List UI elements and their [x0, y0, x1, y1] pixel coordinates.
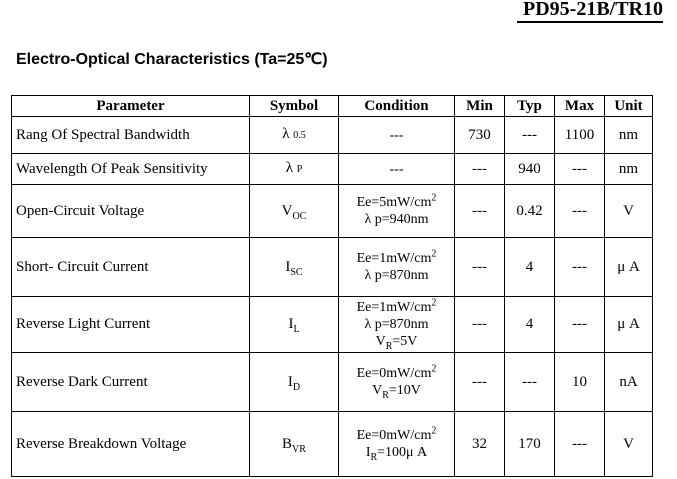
- unit-cell: nm: [605, 154, 653, 185]
- max-cell: ---: [555, 297, 605, 353]
- unit-cell: V: [605, 412, 653, 477]
- symbol-main: I: [285, 258, 291, 275]
- parameter-cell: Wavelength Of Peak Sensitivity: [12, 154, 250, 185]
- superscript-2: 2: [431, 192, 437, 204]
- typ-cell: 0.42: [505, 185, 555, 238]
- min-cell: ---: [455, 154, 505, 185]
- condition-cell: [339, 353, 455, 412]
- symbol-main: I: [287, 373, 293, 390]
- table-row: [12, 154, 653, 185]
- condition-cell: [339, 117, 455, 154]
- table-row: [12, 353, 653, 412]
- symbol-cell: [250, 353, 339, 412]
- symbol-cell: [250, 185, 339, 238]
- symbol-main: λ: [285, 160, 293, 176]
- min-cell: 730: [455, 117, 505, 154]
- condition-text: Ee=1mW/cm: [356, 251, 432, 266]
- typ-cell: ---: [505, 353, 555, 412]
- condition-line: ---: [389, 127, 404, 143]
- symbol-sub: D: [292, 381, 301, 393]
- condition-text: Ee=0mW/cm: [356, 428, 432, 443]
- typ-cell: 940: [505, 154, 555, 185]
- header-typ: Typ: [505, 96, 555, 117]
- table-row: [12, 238, 653, 297]
- condition-line: ---: [389, 161, 404, 177]
- table-row: [12, 297, 653, 353]
- condition-cell: [339, 297, 455, 353]
- condition-line: [339, 194, 454, 211]
- min-cell: ---: [455, 185, 505, 238]
- superscript-2: 2: [431, 297, 437, 309]
- typ-cell: ---: [505, 117, 555, 154]
- min-cell: 32: [455, 412, 505, 477]
- unit-cell: nm: [605, 117, 653, 154]
- symbol-cell: [250, 238, 339, 297]
- header-max: Max: [555, 96, 605, 117]
- unit-cell: μ A: [605, 297, 653, 353]
- header-parameter: Parameter: [12, 96, 250, 117]
- subscript-r: R: [370, 451, 378, 463]
- condition-text: Ee=0mW/cm: [356, 366, 432, 381]
- condition-text: Ee=1mW/cm: [356, 300, 432, 315]
- typ-cell: 4: [505, 297, 555, 353]
- section-title: Electro-Optical Characteristics (Ta=25℃): [16, 51, 328, 68]
- max-cell: ---: [555, 412, 605, 477]
- parameter-cell: Reverse Dark Current: [12, 353, 250, 412]
- condition-line: [339, 427, 454, 444]
- condition-cell: [339, 238, 455, 297]
- symbol-sub: P: [296, 164, 303, 175]
- condition-text: Ee=5mW/cm: [356, 195, 432, 210]
- part-number: PD95-21B/TR10: [517, 0, 663, 23]
- header-condition: Condition: [339, 96, 455, 117]
- min-cell: ---: [455, 238, 505, 297]
- condition-line: λ p=940nm: [364, 212, 429, 227]
- table-row: [12, 185, 653, 238]
- symbol-main: V: [281, 202, 293, 219]
- max-cell: 1100: [555, 117, 605, 154]
- condition-text: =10V: [388, 383, 421, 398]
- condition-line: [339, 299, 454, 316]
- symbol-sub: OC: [292, 210, 307, 222]
- table-row: [12, 117, 653, 154]
- condition-text: V: [372, 383, 383, 398]
- symbol-main: B: [282, 435, 293, 452]
- unit-cell: V: [605, 185, 653, 238]
- condition-cell: [339, 154, 455, 185]
- superscript-2: 2: [431, 363, 437, 375]
- symbol-sub: VR: [292, 443, 306, 455]
- min-cell: ---: [455, 297, 505, 353]
- table-header-row: [12, 96, 653, 117]
- parameter-cell: Reverse Breakdown Voltage: [12, 412, 250, 477]
- symbol-cell: [250, 154, 339, 185]
- unit-cell: nA: [605, 353, 653, 412]
- unit-cell: μ A: [605, 238, 653, 297]
- condition-line: [339, 444, 454, 461]
- max-cell: ---: [555, 154, 605, 185]
- max-cell: ---: [555, 185, 605, 238]
- condition-line: [339, 382, 454, 399]
- condition-line: λ p=870nm: [364, 268, 429, 283]
- condition-text: =100μ A: [377, 445, 428, 460]
- symbol-main: I: [288, 316, 294, 332]
- symbol-sub: L: [293, 324, 300, 335]
- symbol-sub: 0.5: [293, 130, 306, 141]
- header-min: Min: [455, 96, 505, 117]
- condition-line: [339, 365, 454, 382]
- superscript-2: 2: [431, 425, 437, 437]
- parameter-cell: Short- Circuit Current: [12, 238, 250, 297]
- max-cell: ---: [555, 238, 605, 297]
- superscript-2: 2: [431, 248, 437, 260]
- parameter-cell: Rang Of Spectral Bandwidth: [12, 117, 250, 154]
- min-cell: ---: [455, 353, 505, 412]
- parameter-cell: Reverse Light Current: [12, 297, 250, 353]
- condition-line: λ p=870nm: [364, 317, 429, 332]
- symbol-cell: [250, 117, 339, 154]
- condition-line: [339, 250, 454, 267]
- subscript-r: R: [385, 340, 393, 352]
- symbol-main: λ: [282, 126, 290, 142]
- condition-line: [339, 333, 454, 350]
- symbol-sub: SC: [290, 266, 303, 278]
- condition-text: I: [365, 445, 371, 460]
- header-symbol: Symbol: [250, 96, 339, 117]
- typ-cell: 4: [505, 238, 555, 297]
- typ-cell: 170: [505, 412, 555, 477]
- max-cell: 10: [555, 353, 605, 412]
- condition-cell: [339, 185, 455, 238]
- condition-text: V: [375, 334, 386, 349]
- symbol-cell: [250, 412, 339, 477]
- symbol-cell: [250, 297, 339, 353]
- subscript-r: R: [382, 389, 389, 401]
- table-row: [12, 412, 653, 477]
- condition-cell: [339, 412, 455, 477]
- electro-optical-table: [11, 95, 653, 477]
- header-unit: Unit: [605, 96, 653, 117]
- parameter-cell: Open-Circuit Voltage: [12, 185, 250, 238]
- condition-text: =5V: [392, 334, 418, 349]
